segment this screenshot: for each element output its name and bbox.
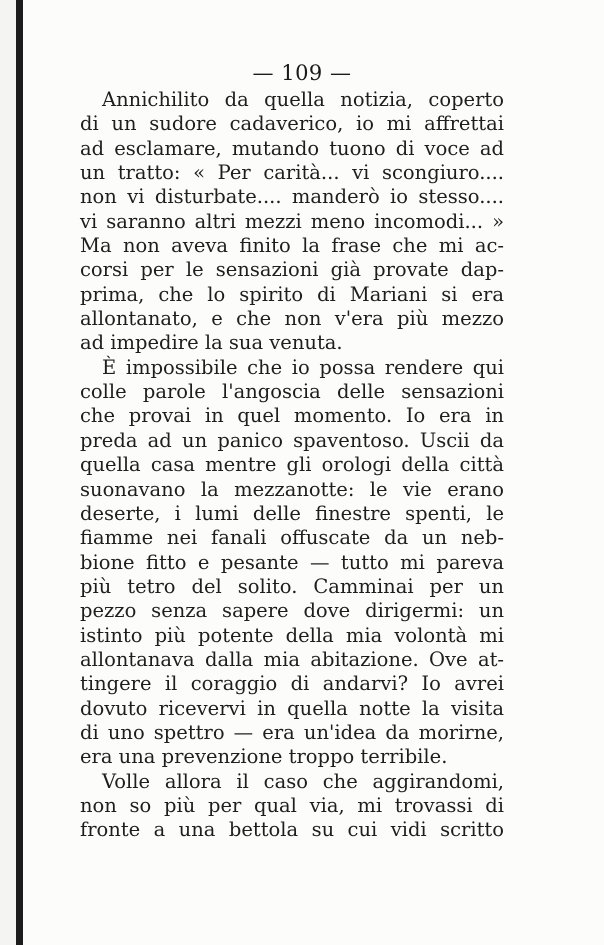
text-line: corsi per le sensazioni già provate dap- [80, 258, 504, 282]
text-line: quella casa mentre gli orologi della città [80, 453, 504, 477]
text-line: pezzo senza sapere dove dirigermi: un [80, 599, 504, 623]
text-line: Annichilito da quella notizia, coperto [102, 88, 504, 111]
text-line: Volle allora il caso che aggirandomi, [102, 769, 504, 793]
text-line: non so più per qual via, mi trovassi di [80, 793, 504, 817]
text-line: dovuto ricevervi in quella notte la visita [80, 696, 504, 720]
text-line: fronte a una bettola su cui vidi scritto [80, 818, 504, 842]
body-text [80, 88, 504, 843]
text-line: ad impedire la sua venuta. [80, 331, 343, 355]
binding-shadow [0, 0, 16, 945]
text-line: un tratto: « Per carità... vi scongiuro.... [80, 161, 504, 185]
text-line: tingere il coraggio di andarvi? Io avrei [80, 672, 504, 696]
text-line: colle parole l'angoscia delle sensazioni [80, 380, 504, 404]
text-line: che provai in quel momento. Io era in [80, 404, 504, 428]
text-line: preda ad un panico spaventoso. Uscii da [80, 428, 504, 452]
text-line: istinto più potente della mia volontà mi [80, 623, 504, 647]
text-line: fiamme nei fanali offuscate da un neb- [80, 526, 504, 550]
text-line: ad esclamare, mutando tuono di voce ad [80, 136, 504, 160]
text-line: vi saranno altri mezzi meno incomodi... » [80, 209, 504, 233]
text-line: bione fitto e pesante — tutto mi pareva [80, 550, 504, 574]
text-line: suonavano la mezzanotte: le vie erano [80, 477, 504, 501]
text-line: Ma non aveva finito la frase che mi ac- [80, 234, 504, 258]
text-line: era una prevenzione troppo terribile. [80, 745, 448, 769]
text-line: prima, che lo spirito di Mariani si era [80, 282, 504, 306]
text-line: allontanava dalla mia abitazione. Ove at- [80, 647, 504, 671]
page-number: — 109 — [252, 61, 352, 85]
text-line: allontanato, e che non v'era più mezzo [80, 307, 504, 331]
text-line: di uno spettro — era un'idea da morirne, [80, 720, 504, 744]
text-line: più tetro del solito. Camminai per un [80, 574, 504, 598]
text-line: non vi disturbate.... manderò io stesso.... [80, 185, 504, 209]
text-line: È impossibile che io possa rendere qui [102, 355, 504, 379]
text-line: di un sudore cadaverico, io mi affrettai [80, 112, 504, 136]
text-line: deserte, i lumi delle finestre spenti, le [80, 501, 504, 525]
binding-edge [16, 0, 23, 945]
